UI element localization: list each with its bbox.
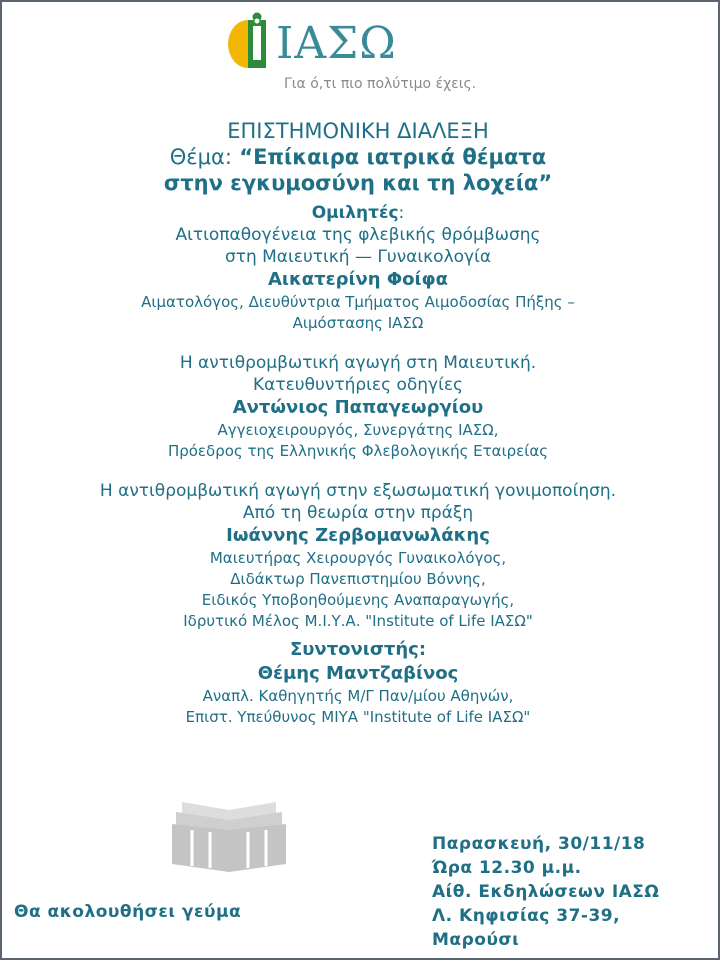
event-details [432,832,659,952]
topic-line-1 [0,144,716,170]
event-city: Μαρούσι [432,930,520,950]
speakers-label-line: Ομιλητές: [311,203,405,223]
topic-label: Θέμα: [169,145,232,169]
iaso-logo-mark-icon [228,12,272,68]
talk-3-role: Ειδικός Υποβοηθούμενης Αναπαραγωγής, [201,591,515,609]
talk-2-speaker: Αντώνιος Παπαγεωργίου [232,397,484,418]
event-time: Ώρα 12.30 μ.μ. [432,858,582,878]
coordinator-name: Θέμης Μαντζαβίνος [257,663,459,684]
talk-3-role: Ιδρυτικό Μέλος Μ.Ι.Υ.Α. "Institute of Life ΙΑΣΩ" [183,612,533,630]
coordinator-role: Επιστ. Υπεύθυνος ΜΙΥΑ "Institute of Life ΙΑΣΩ" [185,708,531,726]
talk-2-role: Αγγειοχειρουργός, Συνεργάτης ΙΑΣΩ, [217,421,499,439]
lecture-content [0,118,716,728]
speakers-label: Ομιλητές [311,203,399,223]
meal-note: Θα ακολουθήσει γεύμα [14,902,242,922]
talk-3-title: Από τη θεωρία στην πράξη [242,503,474,523]
open-book-watermark-icon [172,796,286,872]
talk-3-speaker: Ιωάννης Ζερβομανωλάκης [226,525,490,546]
event-date: Παρασκευή, 30/11/18 [432,834,646,854]
talk-2-title: Η αντιθρομβωτική αγωγή στη Μαιευτική. [179,353,537,373]
coordinator-label: Συντονιστής: [289,639,427,660]
talk-1-title: στη Μαιευτική — Γυναικολογία [224,247,492,267]
talk-3-role: Μαιευτήρας Χειρουργός Γυναικολόγος, [209,549,507,567]
event-venue: Αίθ. Εκδηλώσεων ΙΑΣΩ [432,882,660,902]
talk-1-title: Αιτιοπαθογένεια της φλεβικής θρόμβωσης [175,225,541,245]
logo-wordmark: ΙΑΣΩ [276,18,397,69]
logo-tagline: Για ό,τι πιο πολύτιμο έχεις. [284,76,477,92]
talk-1-role: Αιμόστασης ΙΑΣΩ [292,314,424,332]
talk-1-role: Αιματολόγος, Διευθύντρια Τμήματος Αιμοδοσίας Πήξης – [141,293,575,311]
talk-3-role: Διδάκτωρ Πανεπιστημίου Βόννης, [230,570,486,588]
iaso-logo [228,12,528,102]
topic-title-line-2: στην εγκυμοσύνη και τη λοχεία” [163,171,553,195]
lecture-heading: ΕΠΙΣΤΗΜΟΝΙΚΗ ΔΙΑΛΕΞΗ [227,119,489,143]
talk-2-role: Πρόεδρος της Ελληνικής Φλεβολογικής Εταιρείας [167,442,549,460]
talk-3-title: Η αντιθρομβωτική αγωγή στην εξωσωματική γονιμοποίηση. [99,481,617,501]
topic-title-line-1: “Επίκαιρα ιατρικά θέματα [239,145,547,169]
talk-1-speaker: Αικατερίνη Φοίφα [268,269,448,290]
coordinator-role: Αναπλ. Καθηγητής Μ/Γ Παν/μίου Αθηνών, [202,687,514,705]
talk-2-title: Κατευθυντήριες οδηγίες [252,375,464,395]
event-address: Λ. Κηφισίας 37-39, [432,906,621,926]
